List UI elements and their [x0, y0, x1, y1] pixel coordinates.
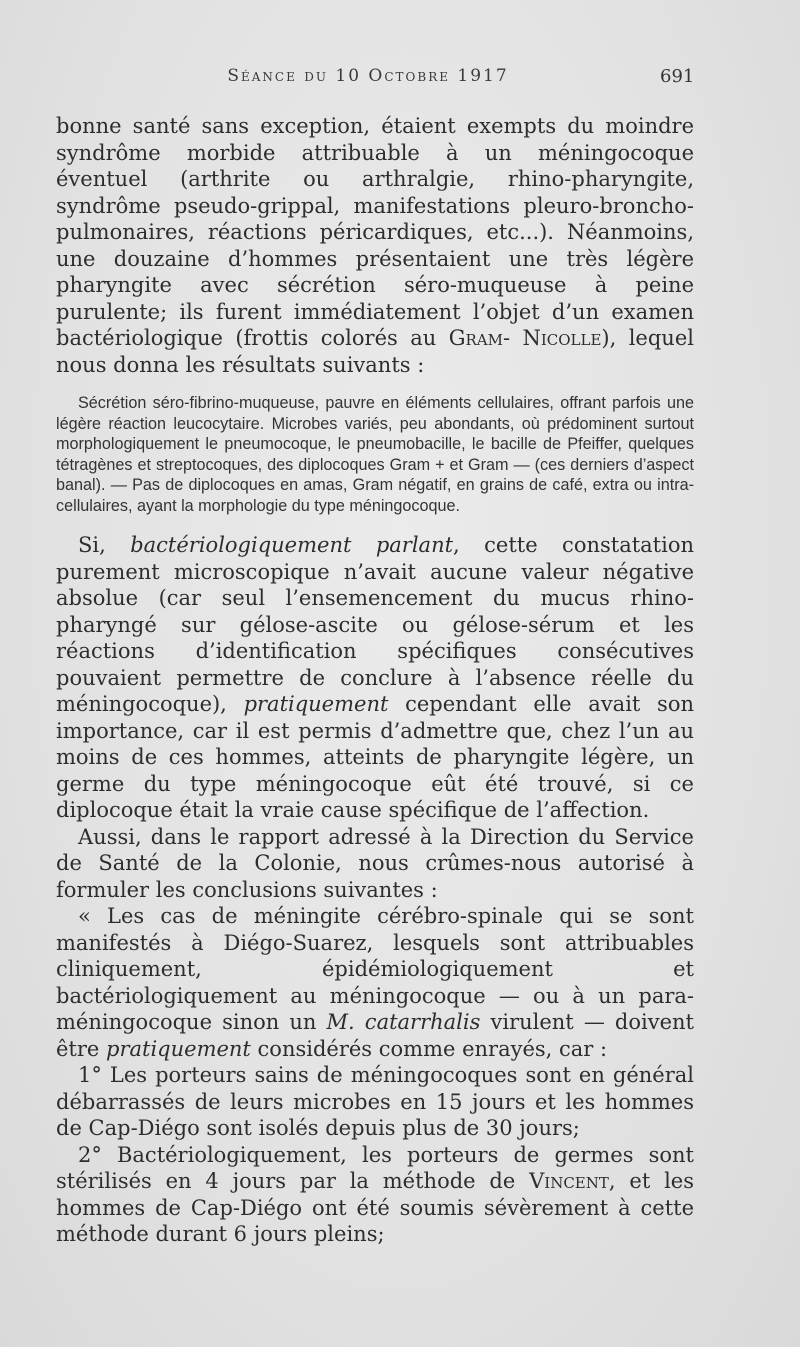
- point-2-start: 2° Bactériologiquement, les porteurs de germes sont stérilisés en 4 jours par la méthode de: [56, 1142, 694, 1193]
- lab-results-quote: Sécrétion séro-fibrino-muqueuse, pauvre en éléments cellulaires, offrant parfois une légère réaction leucocytaire. Microbes variés, peu abondants, où prédominent surtout morphologiquement le pneumocoque, le pneumobacille, le bacille de Pfeiffer, quelques tétragènes et streptocoques, des diplocoques Gram + et Gram — (ces derniers d’aspect banal). — Pas de diplocoques en amas, Gram négatif, en grains de café, extra ou intra-cellulaires, ayant la morphologie du type méningocoque.: [56, 394, 694, 515]
- paragraph-2-middle: , cette constatation purement microscopique n’avait aucune valeur négative absolue (car seul l’ensemencement du mucus rhino-pharyngé sur gélose-ascite ou gélose-sérum et les réactions d’identification spécifiques consécutives pouvaient permettre de conclure à l’absence réelle du méningocoque),: [56, 533, 695, 716]
- paragraph-2-emphasis-1: bactériologiquement parlant: [130, 533, 454, 557]
- paragraph-1-tail: ), lequel nous donna les résultats suivants :: [56, 326, 694, 377]
- conclusion-point-2: [56, 1142, 694, 1248]
- paragraph-4-end: considérés comme enrayés, car :: [250, 1036, 608, 1061]
- species-name: M. catarrhalis: [326, 1010, 481, 1034]
- paragraph-2-start: Si,: [78, 533, 131, 557]
- body-text: [56, 113, 694, 1248]
- running-head: Séance du 10 Octobre 1917: [227, 66, 509, 86]
- method-author-name: Vincent: [529, 1169, 609, 1193]
- paragraph-1: [56, 113, 694, 378]
- paragraph-2-emphasis-2: pratiquement: [243, 692, 389, 716]
- paragraph-2: [56, 532, 694, 824]
- paragraph-3: Aussi, dans le rapport adressé à la Direction du Service de Santé de la Colonie, nous crûmes-nous autorisé à formuler les conclusions suivantes :: [56, 824, 694, 902]
- conclusion-point-1: 1° Les porteurs sains de méningocoques sont en général débarrassés de leurs microbes en 15 jours et les hommes de Cap-Diégo sont isolés depuis plus de 30 jours;: [56, 1063, 694, 1140]
- paragraph-4-emphasis: pratiquement: [106, 1036, 251, 1061]
- paragraph-4: [56, 903, 694, 1062]
- paragraph-4-middle: virulent — doivent être: [56, 1010, 694, 1061]
- paragraph-1-text: bonne santé sans exception, étaient exempts du moindre syndrôme morbide attribuable à un méningocoque éventuel (arthrite ou arthralgie, rhino-pharyngite, syndrôme pseudo-grippal, manifestations pleuro-broncho-pulmonaires, réactions péricardiques, etc...). Néanmoins, une douzaine d’hommes présentaient une très légère pharyngite avec sécrétion séro-muqueuse à peine purulente; ils furent immédiatement l’objet d’un examen bactériologique (frottis colorés au: [56, 114, 694, 350]
- page-number: 691: [660, 66, 695, 87]
- page-header: [0, 66, 800, 92]
- stain-method-name: Gram- Nicolle: [448, 326, 602, 350]
- paragraph-4-start: « Les cas de méningite cérébro-spinale qui se sont manifestés à Diégo-Suarez, lesquels sont attribuables cliniquement, épidémiologiquement et bactériologiquement au méningocoque — ou à un para-méningocoque sinon un: [56, 904, 694, 1034]
- paragraph-2-end: cependant elle avait son importance, car il est permis d’admettre que, chez l’un au moins de ces hommes, atteints de pharyngite légère, un germe du type méningocoque eût été trouvé, si ce diplocoque était la vraie cause spécifique de l’affection.: [56, 692, 694, 822]
- point-2-end: , et les hommes de Cap-Diégo ont été soumis sévèrement à cette méthode durant 6 jours pleins;: [56, 1169, 694, 1246]
